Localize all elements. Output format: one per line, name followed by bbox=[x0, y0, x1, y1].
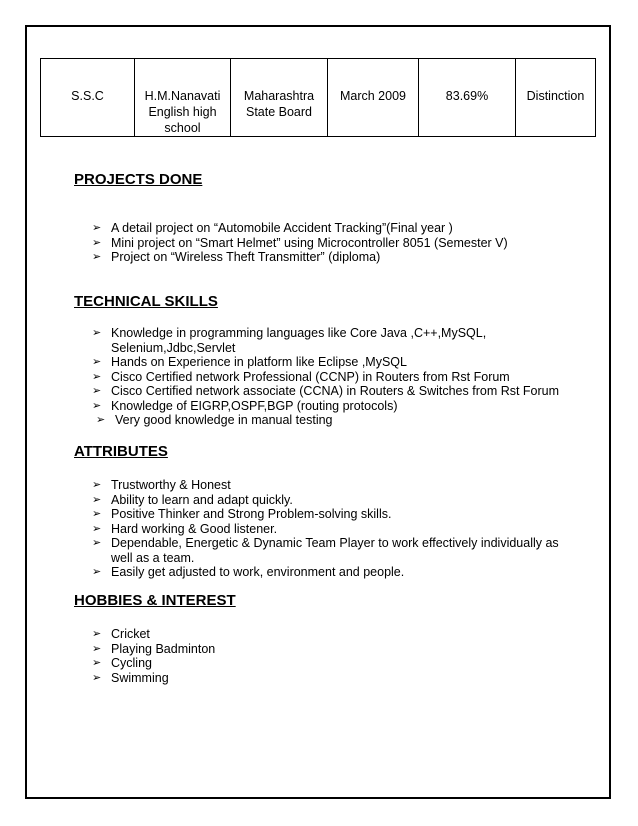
list-item-text: Easily get adjusted to work, environment and people. bbox=[111, 565, 405, 579]
list-item-text: Hands on Experience in platform like Eclipse ,MySQL bbox=[111, 355, 407, 369]
hobbies-list bbox=[92, 627, 592, 685]
list-item-text: Knowledge in programming languages like Core Java ,C++,MySQL, Selenium,Jdbc,Servlet bbox=[111, 326, 487, 355]
arrow-bullet-icon: ➢ bbox=[92, 628, 102, 640]
list-item-text: A detail project on “Automobile Accident Tracking”(Final year ) bbox=[111, 221, 453, 235]
arrow-bullet-icon: ➢ bbox=[92, 356, 102, 368]
education-table bbox=[40, 58, 596, 137]
arrow-bullet-icon: ➢ bbox=[92, 479, 102, 491]
list-item bbox=[92, 370, 592, 385]
list-item-text: Swimming bbox=[111, 670, 169, 685]
list-item-text: Playing Badminton bbox=[111, 641, 216, 656]
arrow-bullet-icon: ➢ bbox=[92, 671, 102, 684]
list-item-text: Project on “Wireless Theft Transmitter” (diploma) bbox=[111, 250, 381, 264]
list-item-text: Mini project on “Smart Helmet” using Microcontroller 8051 (Semester V) bbox=[111, 235, 508, 250]
list-item-text: Ability to learn and adapt quickly. bbox=[111, 492, 293, 507]
list-item bbox=[92, 399, 592, 414]
list-item bbox=[92, 536, 592, 565]
list-item bbox=[92, 221, 592, 236]
list-item-text: Hard working & Good listener. bbox=[111, 521, 278, 536]
list-item bbox=[92, 355, 592, 370]
arrow-bullet-icon: ➢ bbox=[92, 251, 102, 263]
attributes-heading: ATTRIBUTES bbox=[74, 443, 168, 460]
arrow-bullet-icon: ➢ bbox=[92, 642, 102, 655]
list-item-text: Knowledge of EIGRP,OSPF,BGP (routing protocols) bbox=[111, 398, 398, 413]
list-item bbox=[92, 326, 592, 355]
table-row bbox=[41, 59, 596, 137]
list-item bbox=[92, 522, 592, 537]
projects-list bbox=[92, 221, 592, 265]
arrow-bullet-icon: ➢ bbox=[92, 508, 102, 520]
arrow-bullet-icon: ➢ bbox=[92, 657, 102, 669]
hobbies-heading: HOBBIES & INTEREST bbox=[74, 592, 236, 609]
list-item bbox=[92, 413, 592, 428]
arrow-bullet-icon: ➢ bbox=[92, 236, 102, 249]
qualification-cell: S.S.C bbox=[41, 59, 135, 137]
list-item-text: Positive Thinker and Strong Problem-solving skills. bbox=[111, 507, 392, 521]
arrow-bullet-icon: ➢ bbox=[92, 522, 102, 535]
list-item bbox=[92, 493, 592, 508]
arrow-bullet-icon: ➢ bbox=[92, 493, 102, 506]
arrow-bullet-icon: ➢ bbox=[92, 327, 102, 339]
attributes-list bbox=[92, 478, 592, 580]
list-item-text: Cisco Certified network associate (CCNA) in Routers & Switches from Rst Forum bbox=[111, 384, 560, 398]
list-item bbox=[92, 384, 592, 399]
list-item-text: Cricket bbox=[111, 627, 150, 641]
class-cell: Distinction bbox=[516, 59, 596, 137]
list-item bbox=[92, 642, 592, 657]
skills-list bbox=[92, 326, 592, 428]
list-item bbox=[92, 627, 592, 642]
list-item bbox=[92, 507, 592, 522]
list-item bbox=[92, 671, 592, 686]
arrow-bullet-icon: ➢ bbox=[92, 537, 102, 549]
arrow-bullet-icon: ➢ bbox=[96, 414, 106, 426]
board-cell: Maharashtra State Board bbox=[231, 59, 328, 137]
list-item-text: Cycling bbox=[111, 656, 152, 670]
arrow-bullet-icon: ➢ bbox=[92, 399, 102, 412]
institute-cell: H.M.Nanavati English high school bbox=[135, 59, 231, 137]
technical-skills-heading: TECHNICAL SKILLS bbox=[74, 293, 218, 310]
list-item bbox=[92, 478, 592, 493]
list-item bbox=[92, 250, 592, 265]
list-item-text: Trustworthy & Honest bbox=[111, 478, 231, 492]
list-item-text: Cisco Certified network Professional (CCNP) in Routers from Rst Forum bbox=[111, 369, 510, 384]
list-item bbox=[92, 656, 592, 671]
list-item bbox=[92, 565, 592, 580]
list-item-text: Very good knowledge in manual testing bbox=[115, 413, 333, 427]
percentage-cell: 83.69% bbox=[419, 59, 516, 137]
arrow-bullet-icon: ➢ bbox=[92, 370, 102, 383]
arrow-bullet-icon: ➢ bbox=[92, 566, 102, 578]
list-item-text: Dependable, Energetic & Dynamic Team Player to work effectively individually as well as a team. bbox=[111, 536, 559, 565]
arrow-bullet-icon: ➢ bbox=[92, 222, 102, 234]
list-item bbox=[92, 236, 592, 251]
date-cell: March 2009 bbox=[328, 59, 419, 137]
arrow-bullet-icon: ➢ bbox=[92, 385, 102, 397]
projects-heading: PROJECTS DONE bbox=[74, 171, 203, 188]
